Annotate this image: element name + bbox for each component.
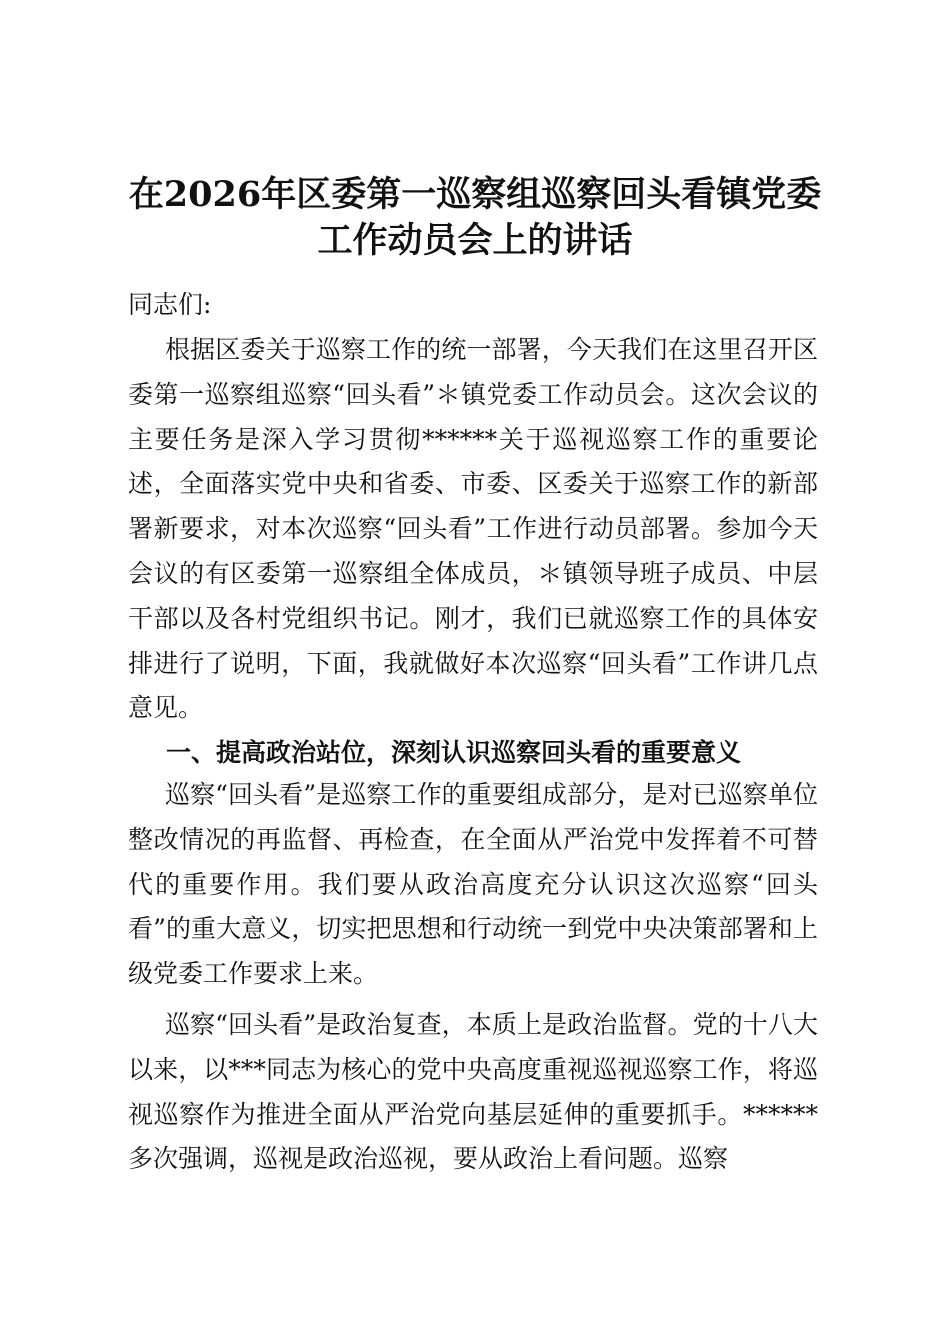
section-heading-1: 一、提高政治站位，深刻认识巡察回头看的重要意义	[166, 738, 742, 767]
document-title-line-1: 在2026年区委第一巡察组巡察回头看镇党委	[128, 174, 822, 215]
paragraph-1: 根据区委关于巡察工作的统一部署，今天我们在这里召开区委第一巡察组巡察“回头看”＊镇党委工作动员会。这次会议的主要任务是深入学习贯彻******关于巡视巡察工作的重要论述，全面落实党中央和省委、市委、区委关于巡察工作的新部署新要求，对本次巡察“回头看”工作进行动员部署。参加今天会议的有区委第一巡察组全体成员，＊镇领导班子成员、中层干部以及各村党组织书记。刚才，我们已就巡察工作的具体安排进行了说明，下面，我就做好本次巡察“回头看”工作讲几点意见。	[128, 335, 818, 723]
paragraph-3: 巡察“回头看”是政治复查，本质上是政治监督。党的十八大以来，以***同志为核心的党中央高度重视巡视巡察工作，将巡视巡察作为推进全面从严治党向基层延伸的重要抓手。******多次强调，巡视是政治巡视，要从政治上看问题。巡察	[128, 1010, 818, 1174]
salutation: 同志们:	[128, 290, 212, 319]
document-title-line-2: 工作动员会上的讲话	[317, 220, 633, 261]
paragraph-2: 巡察“回头看”是巡察工作的重要组成部分，是对已巡察单位整改情况的再监督、再检查，在全面从严治党中发挥着不可替代的重要作用。我们要从政治高度充分认识这次巡察“回头看”的重大意义，切实把思想和行动统一到党中央决策部署和上级党委工作要求上来。	[128, 780, 818, 989]
